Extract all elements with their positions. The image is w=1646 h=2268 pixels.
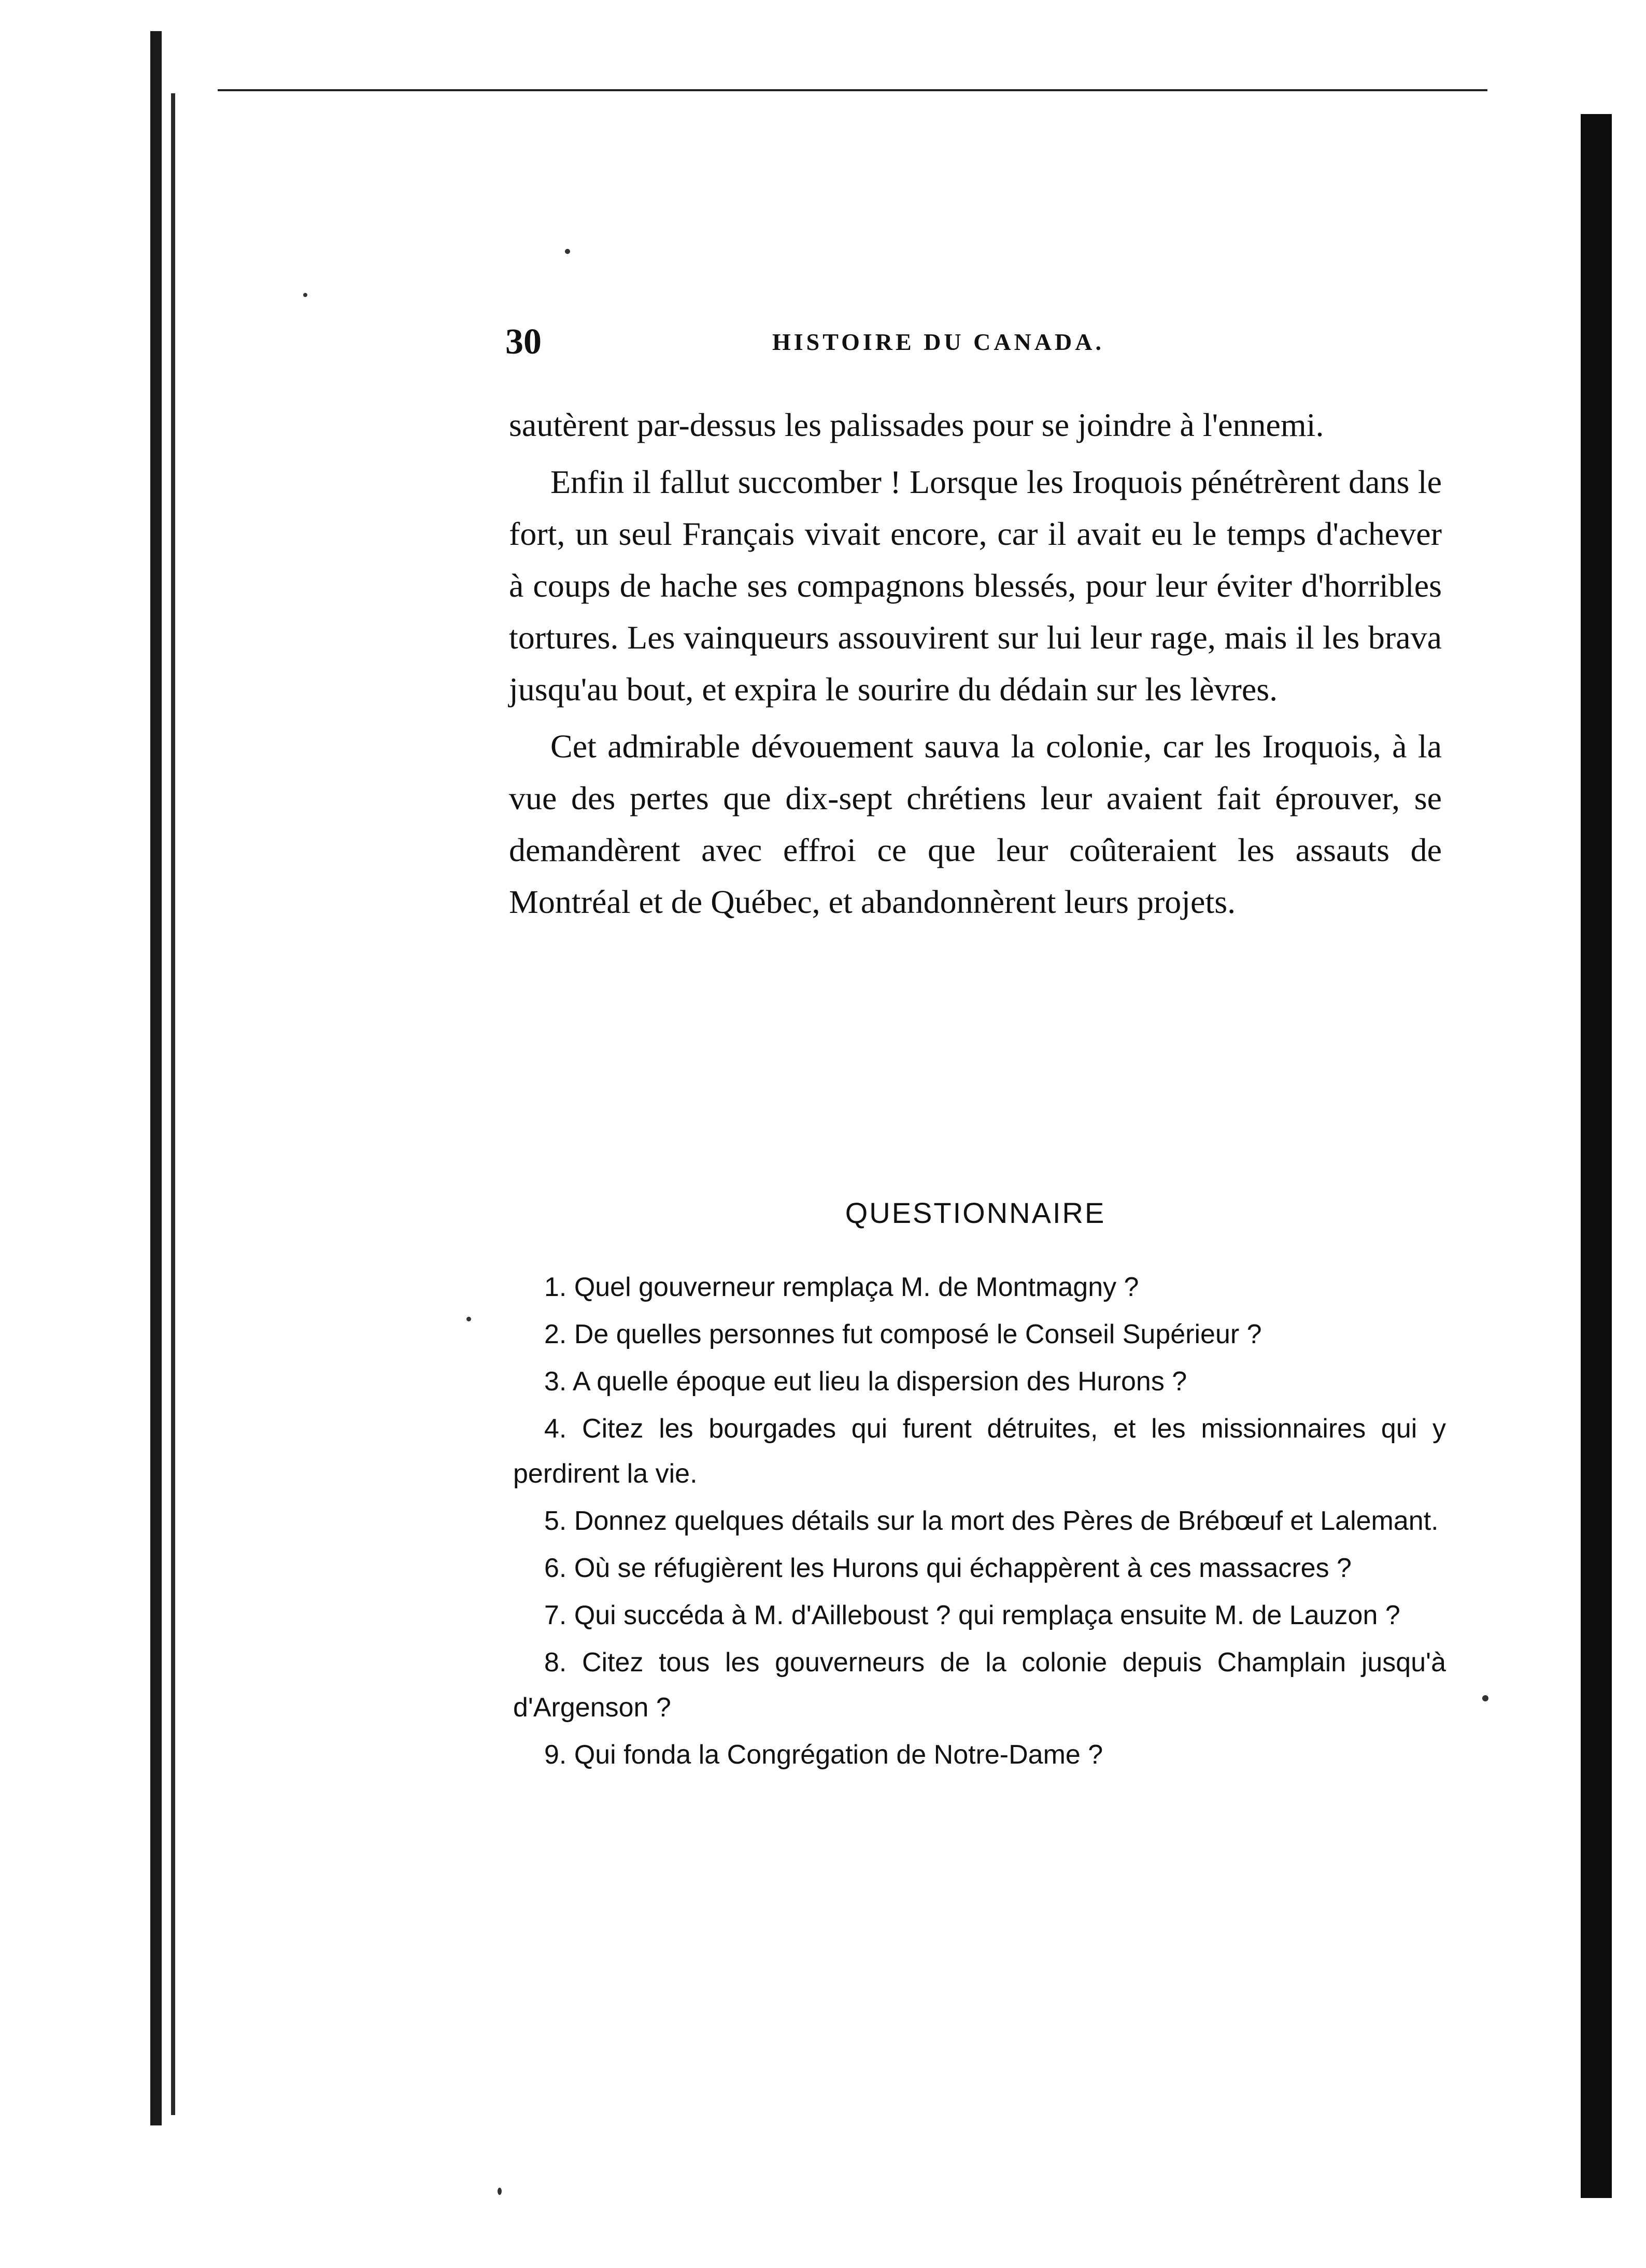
question-item: 8. Citez tous les gouverneurs de la colonie depuis Champlain jusqu'à d'Argenson ? [513, 1647, 1446, 1723]
scan-edge-right [1581, 114, 1612, 2198]
scan-top-rule [218, 89, 1487, 91]
scan-speck [1482, 1695, 1488, 1701]
running-title: HISTOIRE DU CANADA. [772, 329, 1104, 355]
question-item: 5. Donnez quelques détails sur la mort des Pères de Brébœuf et Lalemant. [544, 1506, 1439, 1536]
questionnaire-list [513, 1265, 1446, 1780]
scan-edge-left [150, 31, 162, 2125]
body-text [509, 399, 1442, 933]
question-item: 9. Qui fonda la Congrégation de Notre-Dame ? [544, 1740, 1103, 1770]
page-number: 30 [505, 322, 542, 362]
scan-speck [498, 2188, 502, 2195]
paragraph: Enfin il fallut succomber ! Lorsque les Iroquois pénétrèrent dans le fort, un seul Français vivait encore, car il avait eu le temps d'achever à coups de hache ses compagnons blessés, pour leur éviter d'horribles tortures. Les vainqueurs assouvirent sur lui leur rage, mais il les brava jusqu'au bout, et expira le sourire du dédain sur les lèvres. [509, 463, 1442, 708]
page-header [505, 321, 1169, 363]
question-item: 4. Citez les bourgades qui furent détruites, et les missionnaires qui y perdirent la vie. [513, 1414, 1446, 1489]
question-item: 2. De quelles personnes fut composé le Conseil Supérieur ? [544, 1319, 1262, 1349]
scan-speck [466, 1317, 471, 1321]
question-item: 1. Quel gouverneur remplaça M. de Montmagny ? [544, 1272, 1139, 1302]
scan-edge-left-inner [171, 93, 175, 2115]
scan-speck [303, 293, 307, 297]
paragraph: sautèrent par-dessus les palissades pour se joindre à l'ennemi. [509, 406, 1324, 443]
question-item: 3. A quelle époque eut lieu la dispersion des Hurons ? [544, 1367, 1187, 1397]
scan-speck [565, 249, 570, 254]
question-item: 7. Qui succéda à M. d'Ailleboust ? qui remplaça ensuite M. de Lauzon ? [544, 1600, 1400, 1630]
paragraph: Cet admirable dévouement sauva la colonie, car les Iroquois, à la vue des pertes que dix-sept chrétiens leur avaient fait éprouver, se demandèrent avec effroi ce que leur coûteraient les assauts de Montréal et de Québec, et abandonnèrent leurs projets. [509, 728, 1442, 920]
questionnaire-title: QUESTIONNAIRE [845, 1196, 1106, 1229]
question-item: 6. Où se réfugièrent les Hurons qui échappèrent à ces massacres ? [544, 1553, 1352, 1583]
